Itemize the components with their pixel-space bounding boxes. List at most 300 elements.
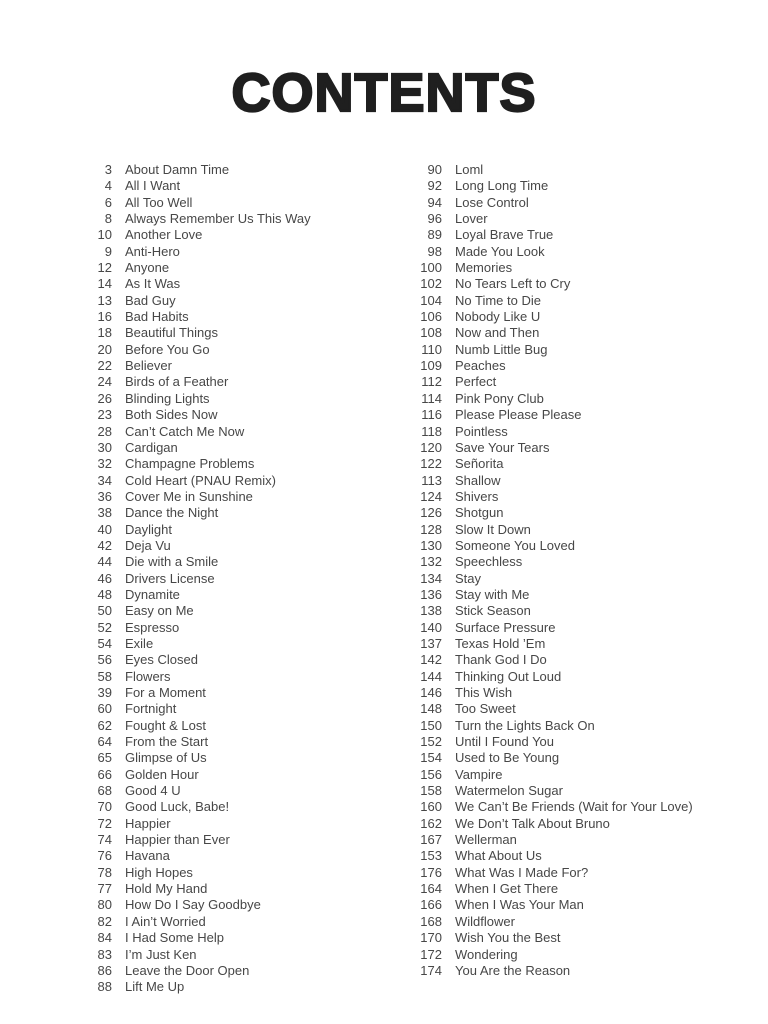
toc-entry xyxy=(78,309,311,325)
toc-entry-page-number: 132 xyxy=(420,554,442,570)
toc-entry-song-title: Believer xyxy=(125,358,172,374)
toc-entry-page-number: 66 xyxy=(97,766,112,782)
toc-entry-page-number: 78 xyxy=(97,864,112,880)
toc-entry xyxy=(408,636,693,652)
toc-entry-song-title: Too Sweet xyxy=(455,701,516,717)
toc-entry xyxy=(78,816,311,832)
toc-entry xyxy=(78,195,311,211)
toc-entry-page-number: 168 xyxy=(420,913,442,929)
toc-entry xyxy=(408,325,693,341)
toc-entry-song-title: Champagne Problems xyxy=(125,456,255,472)
toc-entry-song-title: Leave the Door Open xyxy=(125,962,250,978)
toc-entry-song-title: Shivers xyxy=(455,488,499,504)
toc-entry-song-title: I’m Just Ken xyxy=(125,946,197,962)
toc-entry xyxy=(78,505,311,521)
page-title: CONTENTS xyxy=(231,63,537,123)
toc-entry-song-title: Numb Little Bug xyxy=(455,341,548,357)
toc-entry-song-title: Dynamite xyxy=(125,586,180,602)
toc-entry-page-number: 142 xyxy=(420,652,442,668)
toc-entry-song-title: Stay xyxy=(455,570,482,586)
toc-entry-song-title: Fought & Lost xyxy=(125,717,206,733)
toc-entry-page-number: 28 xyxy=(97,423,112,439)
toc-entry-page-number: 8 xyxy=(104,211,112,227)
toc-entry xyxy=(78,587,311,603)
toc-entry xyxy=(408,685,693,701)
toc-entry xyxy=(408,554,693,570)
toc-entry xyxy=(78,554,311,570)
toc-entry xyxy=(78,571,311,587)
toc-entry-song-title: Until I Found You xyxy=(455,734,555,750)
toc-entry-page-number: 174 xyxy=(420,962,442,978)
toc-entry-page-number: 46 xyxy=(97,570,112,586)
toc-entry-page-number: 32 xyxy=(97,456,112,472)
toc-entry xyxy=(408,914,693,930)
toc-entry-song-title: Texas Hold ’Em xyxy=(455,635,546,651)
toc-entry-song-title: Fortnight xyxy=(125,701,177,717)
toc-entry-song-title: Happier than Ever xyxy=(125,832,230,848)
toc-entry xyxy=(78,293,311,309)
toc-entry-page-number: 156 xyxy=(420,766,442,782)
toc-entry-page-number: 83 xyxy=(97,946,112,962)
toc-entry-page-number: 68 xyxy=(97,783,112,799)
toc-entry-song-title: From the Start xyxy=(125,734,209,750)
toc-entry-page-number: 116 xyxy=(421,407,442,423)
toc-entry-page-number: 118 xyxy=(421,423,442,439)
toc-entry-page-number: 82 xyxy=(97,913,112,929)
toc-entry xyxy=(408,767,693,783)
toc-entry-page-number: 138 xyxy=(420,603,442,619)
toc-entry-page-number: 114 xyxy=(421,390,442,406)
toc-entry xyxy=(408,620,693,636)
toc-entry-song-title: No Tears Left to Cry xyxy=(455,276,571,292)
toc-entry-page-number: 154 xyxy=(420,750,442,766)
toc-entry xyxy=(408,669,693,685)
toc-entry-song-title: Señorita xyxy=(455,456,504,472)
toc-entry-page-number: 9 xyxy=(104,243,112,259)
toc-entry xyxy=(78,603,311,619)
toc-entry xyxy=(408,652,693,668)
toc-entry-page-number: 84 xyxy=(97,930,112,946)
toc-entry-page-number: 153 xyxy=(420,848,442,864)
toc-entry-page-number: 122 xyxy=(420,456,442,472)
toc-entry xyxy=(408,293,693,309)
toc-entry xyxy=(78,276,311,292)
toc-entry-song-title: Drivers License xyxy=(125,570,215,586)
toc-entry-page-number: 124 xyxy=(420,488,442,504)
toc-entry xyxy=(78,767,311,783)
toc-entry-page-number: 74 xyxy=(97,832,112,848)
toc-entry-song-title: Die with a Smile xyxy=(125,554,219,570)
toc-entry-song-title: Used to Be Young xyxy=(455,750,560,766)
toc-entry xyxy=(78,832,311,848)
toc-entry-page-number: 22 xyxy=(97,358,112,374)
toc-entry-page-number: 50 xyxy=(97,603,112,619)
toc-entry-song-title: Watermelon Sugar xyxy=(455,783,563,799)
toc-entry-song-title: All Too Well xyxy=(125,194,193,210)
toc-entry-song-title: Eyes Closed xyxy=(125,652,198,668)
toc-entry-song-title: You Are the Reason xyxy=(455,962,571,978)
toc-entry-song-title: Wondering xyxy=(455,946,518,962)
toc-entry xyxy=(78,865,311,881)
toc-entry-song-title: Lose Control xyxy=(455,194,529,210)
toc-entry-page-number: 10 xyxy=(97,227,112,243)
toc-entry-song-title: Memories xyxy=(455,260,513,276)
toc-entry-song-title: Glimpse of Us xyxy=(125,750,207,766)
toc-entry-song-title: Perfect xyxy=(455,374,497,390)
toc-entry xyxy=(408,963,693,979)
toc-entry xyxy=(78,374,311,390)
toc-entry-page-number: 26 xyxy=(97,390,112,406)
toc-entry-song-title: I Had Some Help xyxy=(125,930,224,946)
toc-entry xyxy=(408,374,693,390)
toc-entry-page-number: 128 xyxy=(420,521,442,537)
toc-entry-song-title: Another Love xyxy=(125,227,203,243)
toc-entry-page-number: 148 xyxy=(420,701,442,717)
toc-entry-page-number: 90 xyxy=(427,162,442,177)
toc-entry-song-title: Turn the Lights Back On xyxy=(455,717,595,733)
toc-entry-song-title: Thinking Out Loud xyxy=(455,668,562,684)
toc-entry xyxy=(408,309,693,325)
toc-entry-song-title: Shallow xyxy=(455,472,501,488)
toc-entry xyxy=(78,244,311,260)
toc-entry-song-title: Nobody Like U xyxy=(455,309,541,325)
toc-entry-page-number: 92 xyxy=(427,178,442,194)
toc-entry-page-number: 86 xyxy=(97,962,112,978)
toc-entry-song-title: All I Want xyxy=(125,178,181,194)
toc-entry-song-title: Now and Then xyxy=(455,325,540,341)
toc-entry xyxy=(408,897,693,913)
toc-entry xyxy=(78,391,311,407)
toc-entry-page-number: 164 xyxy=(420,881,442,897)
toc-entry xyxy=(408,489,693,505)
toc-entry xyxy=(408,391,693,407)
toc-entry-page-number: 88 xyxy=(97,979,112,995)
toc-entry-song-title: Wellerman xyxy=(455,832,517,848)
toc-entry-song-title: Surface Pressure xyxy=(455,619,556,635)
toc-entry xyxy=(408,832,693,848)
toc-entry-song-title: Good 4 U xyxy=(125,783,181,799)
toc-entry-page-number: 152 xyxy=(420,734,442,750)
toc-entry-page-number: 76 xyxy=(97,848,112,864)
toc-entry-page-number: 134 xyxy=(420,570,442,586)
toc-entry-page-number: 70 xyxy=(97,799,112,815)
toc-entry xyxy=(408,440,693,456)
toc-entry-page-number: 120 xyxy=(420,439,442,455)
toc-entry-page-number: 112 xyxy=(421,374,442,390)
toc-entry-song-title: Bad Habits xyxy=(125,309,189,325)
toc-entry xyxy=(78,799,311,815)
toc-entry xyxy=(408,424,693,440)
toc-entry-song-title: Stay with Me xyxy=(455,586,530,602)
toc-entry-page-number: 36 xyxy=(97,488,112,504)
toc-entry-page-number: 44 xyxy=(97,554,112,570)
toc-entry xyxy=(78,620,311,636)
toc-entry-page-number: 23 xyxy=(97,407,112,423)
toc-entry-page-number: 40 xyxy=(97,521,112,537)
toc-entry-song-title: Both Sides Now xyxy=(125,407,218,423)
toc-entry xyxy=(408,473,693,489)
toc-entry-song-title: Flowers xyxy=(125,668,171,684)
toc-entry-song-title: Cardigan xyxy=(125,439,178,455)
toc-entry-song-title: Wish You the Best xyxy=(455,930,561,946)
toc-entry-song-title: Loyal Brave True xyxy=(455,227,554,243)
toc-entry xyxy=(78,473,311,489)
toc-entry-song-title: Shotgun xyxy=(455,505,504,521)
toc-entry-page-number: 170 xyxy=(420,930,442,946)
toc-entry-page-number: 38 xyxy=(97,505,112,521)
toc-entry xyxy=(78,718,311,734)
toc-entry-page-number: 167 xyxy=(420,832,442,848)
toc-entry-page-number: 130 xyxy=(420,537,442,553)
toc-entry-page-number: 144 xyxy=(420,668,442,684)
toc-entry xyxy=(408,816,693,832)
toc-entry-song-title: What Was I Made For? xyxy=(455,864,589,880)
toc-entry-page-number: 126 xyxy=(420,505,442,521)
toc-entry xyxy=(78,260,311,276)
toc-entry-page-number: 110 xyxy=(421,341,442,357)
toc-entry xyxy=(78,342,311,358)
toc-entry-page-number: 113 xyxy=(421,472,442,488)
toc-entry-song-title: Hold My Hand xyxy=(125,881,208,897)
toc-entry-song-title: Pink Pony Club xyxy=(455,390,544,406)
toc-entry xyxy=(408,538,693,554)
toc-entry-page-number: 58 xyxy=(97,668,112,684)
toc-entry-song-title: Cold Heart (PNAU Remix) xyxy=(125,472,276,488)
toc-entry xyxy=(408,799,693,815)
toc-entry-song-title: Espresso xyxy=(125,619,180,635)
toc-entry-page-number: 13 xyxy=(97,292,112,308)
toc-entry xyxy=(408,865,693,881)
toc-entry xyxy=(78,358,311,374)
toc-entry-song-title: As It Was xyxy=(125,276,181,292)
toc-entry xyxy=(78,636,311,652)
toc-entry-page-number: 96 xyxy=(427,211,442,227)
toc-entry xyxy=(408,227,693,243)
toc-entry xyxy=(408,783,693,799)
toc-entry-page-number: 106 xyxy=(420,309,442,325)
toc-entry-song-title: Stick Season xyxy=(455,603,531,619)
toc-entry-song-title: No Time to Die xyxy=(455,292,541,308)
toc-entry-page-number: 4 xyxy=(104,178,112,194)
toc-entry-page-number: 20 xyxy=(97,341,112,357)
toc-entry xyxy=(408,734,693,750)
toc-entry xyxy=(408,848,693,864)
toc-entry xyxy=(78,538,311,554)
toc-entry-song-title: Easy on Me xyxy=(125,603,194,619)
toc-entry-page-number: 72 xyxy=(97,815,112,831)
toc-entry xyxy=(78,947,311,963)
toc-entry xyxy=(408,276,693,292)
toc-entry-page-number: 24 xyxy=(97,374,112,390)
toc-entry-song-title: Thank God I Do xyxy=(455,652,547,668)
toc-entry-page-number: 140 xyxy=(420,619,442,635)
toc-entry-page-number: 56 xyxy=(97,652,112,668)
toc-entry-page-number: 109 xyxy=(420,358,442,374)
toc-entry-song-title: We Can’t Be Friends (Wait for Your Love) xyxy=(455,799,693,815)
toc-entry-page-number: 34 xyxy=(97,472,112,488)
toc-entry-page-number: 162 xyxy=(420,815,442,831)
toc-entry-page-number: 137 xyxy=(420,635,442,651)
toc-entry-page-number: 104 xyxy=(420,292,442,308)
toc-entry-song-title: About Damn Time xyxy=(125,162,230,177)
toc-entry-page-number: 6 xyxy=(104,194,112,210)
toc-entry-song-title: Lover xyxy=(455,211,488,227)
toc-entry-song-title: When I Was Your Man xyxy=(455,897,584,913)
toc-entry-song-title: Please Please Please xyxy=(455,407,582,423)
toc-entry-song-title: Daylight xyxy=(125,521,172,537)
toc-entry-page-number: 16 xyxy=(97,309,112,325)
toc-left-column xyxy=(78,162,311,996)
toc-entry xyxy=(408,456,693,472)
toc-entry-song-title: Save Your Tears xyxy=(455,439,550,455)
toc-entry-song-title: Made You Look xyxy=(455,243,545,259)
toc-entry xyxy=(78,963,311,979)
toc-entry-page-number: 100 xyxy=(420,260,442,276)
toc-entry xyxy=(408,603,693,619)
toc-entry xyxy=(78,456,311,472)
toc-entry-page-number: 12 xyxy=(97,260,112,276)
toc-entry-page-number: 65 xyxy=(97,750,112,766)
toc-entry-song-title: Someone You Loved xyxy=(455,537,575,553)
toc-entry xyxy=(78,669,311,685)
toc-entry-song-title: This Wish xyxy=(455,685,513,700)
toc-entry-song-title: How Do I Say Goodbye xyxy=(125,897,261,913)
toc-entry xyxy=(408,505,693,521)
toc-entry-song-title: Can’t Catch Me Now xyxy=(125,423,245,439)
toc-entry-page-number: 14 xyxy=(97,276,112,292)
toc-entry-song-title: Blinding Lights xyxy=(125,390,210,406)
toc-entry-page-number: 3 xyxy=(104,162,112,177)
toc-entry-page-number: 42 xyxy=(97,537,112,553)
toc-entry-page-number: 39 xyxy=(97,685,112,700)
toc-entry xyxy=(78,881,311,897)
toc-entry xyxy=(78,701,311,717)
toc-entry xyxy=(78,685,311,701)
toc-entry-page-number: 98 xyxy=(427,243,442,259)
toc-entry xyxy=(408,260,693,276)
toc-entry-page-number: 108 xyxy=(420,325,442,341)
toc-entry-song-title: Loml xyxy=(455,162,484,177)
toc-entry-song-title: Slow It Down xyxy=(455,521,531,537)
toc-entry-song-title: Deja Vu xyxy=(125,537,171,553)
toc-entry-song-title: Exile xyxy=(125,635,154,651)
toc-entry xyxy=(78,522,311,538)
toc-entry-song-title: Speechless xyxy=(455,554,523,570)
toc-entry-song-title: Birds of a Feather xyxy=(125,374,229,390)
toc-entry xyxy=(78,652,311,668)
toc-entry xyxy=(78,211,311,227)
toc-entry xyxy=(78,178,311,194)
toc-entry-page-number: 102 xyxy=(420,276,442,292)
toc-entry-page-number: 150 xyxy=(420,717,442,733)
toc-entry xyxy=(78,897,311,913)
toc-entry-page-number: 30 xyxy=(97,439,112,455)
toc-entry xyxy=(78,930,311,946)
toc-entry xyxy=(408,162,693,178)
toc-entry-page-number: 94 xyxy=(427,194,442,210)
toc-entry-song-title: Wildflower xyxy=(455,913,515,929)
toc-entry xyxy=(408,244,693,260)
toc-entry xyxy=(408,522,693,538)
toc-entry-song-title: For a Moment xyxy=(125,685,206,700)
toc-entry-song-title: What About Us xyxy=(455,848,542,864)
toc-entry-song-title: Good Luck, Babe! xyxy=(125,799,230,815)
toc-entry-song-title: Anti-Hero xyxy=(125,243,180,259)
toc-entry xyxy=(78,424,311,440)
toc-entry-song-title: We Don’t Talk About Bruno xyxy=(455,815,610,831)
toc-entry xyxy=(408,701,693,717)
toc-entry xyxy=(78,162,311,178)
toc-entry-page-number: 77 xyxy=(97,881,112,897)
toc-entry xyxy=(78,848,311,864)
toc-entry-song-title: When I Get There xyxy=(455,881,559,897)
toc-entry-song-title: Cover Me in Sunshine xyxy=(125,488,253,504)
toc-entry-page-number: 136 xyxy=(420,586,442,602)
toc-entry-song-title: Before You Go xyxy=(125,341,210,357)
toc-entry-song-title: Vampire xyxy=(455,766,503,782)
toc-entry-page-number: 172 xyxy=(420,946,442,962)
toc-entry xyxy=(408,750,693,766)
toc-entry xyxy=(78,914,311,930)
toc-entry-page-number: 166 xyxy=(420,897,442,913)
toc-entry xyxy=(78,734,311,750)
toc-entry-song-title: Golden Hour xyxy=(125,766,199,782)
toc-entry xyxy=(408,342,693,358)
toc-entry xyxy=(408,718,693,734)
toc-entry xyxy=(408,571,693,587)
toc-entry xyxy=(408,947,693,963)
toc-entry-page-number: 62 xyxy=(97,717,112,733)
toc-entry xyxy=(408,587,693,603)
toc-right-column xyxy=(408,162,693,979)
toc-entry xyxy=(78,325,311,341)
toc-entry xyxy=(408,930,693,946)
toc-entry xyxy=(408,211,693,227)
toc-entry xyxy=(78,783,311,799)
toc-entry-song-title: Lift Me Up xyxy=(125,979,185,995)
toc-entry xyxy=(408,881,693,897)
toc-entry xyxy=(408,407,693,423)
toc-entry xyxy=(408,358,693,374)
toc-entry-page-number: 80 xyxy=(97,897,112,913)
toc-entry-page-number: 60 xyxy=(97,701,112,717)
toc-entry-song-title: Anyone xyxy=(125,260,170,276)
toc-entry-song-title: Happier xyxy=(125,815,171,831)
toc-entry-page-number: 52 xyxy=(97,619,112,635)
toc-entry-song-title: Havana xyxy=(125,848,170,864)
toc-entry xyxy=(408,178,693,194)
toc-entry xyxy=(78,407,311,423)
toc-entry xyxy=(408,195,693,211)
toc-entry-page-number: 64 xyxy=(97,734,112,750)
toc-entry-page-number: 48 xyxy=(97,586,112,602)
toc-entry-page-number: 146 xyxy=(420,685,442,700)
toc-entry xyxy=(78,979,311,995)
toc-entry-page-number: 158 xyxy=(420,783,442,799)
toc-entry xyxy=(78,440,311,456)
toc-entry xyxy=(78,750,311,766)
toc-entry-page-number: 160 xyxy=(420,799,442,815)
toc-entry-song-title: I Ain’t Worried xyxy=(125,913,206,929)
toc-entry-page-number: 54 xyxy=(97,635,112,651)
toc-entry-page-number: 89 xyxy=(427,227,442,243)
toc-entry xyxy=(78,227,311,243)
toc-entry-song-title: Always Remember Us This Way xyxy=(125,211,311,227)
toc-entry-song-title: Peaches xyxy=(455,358,506,374)
toc-entry-song-title: Dance the Night xyxy=(125,505,219,521)
toc-entry-song-title: Beautiful Things xyxy=(125,325,218,341)
toc-entry-song-title: Long Long Time xyxy=(455,178,549,194)
